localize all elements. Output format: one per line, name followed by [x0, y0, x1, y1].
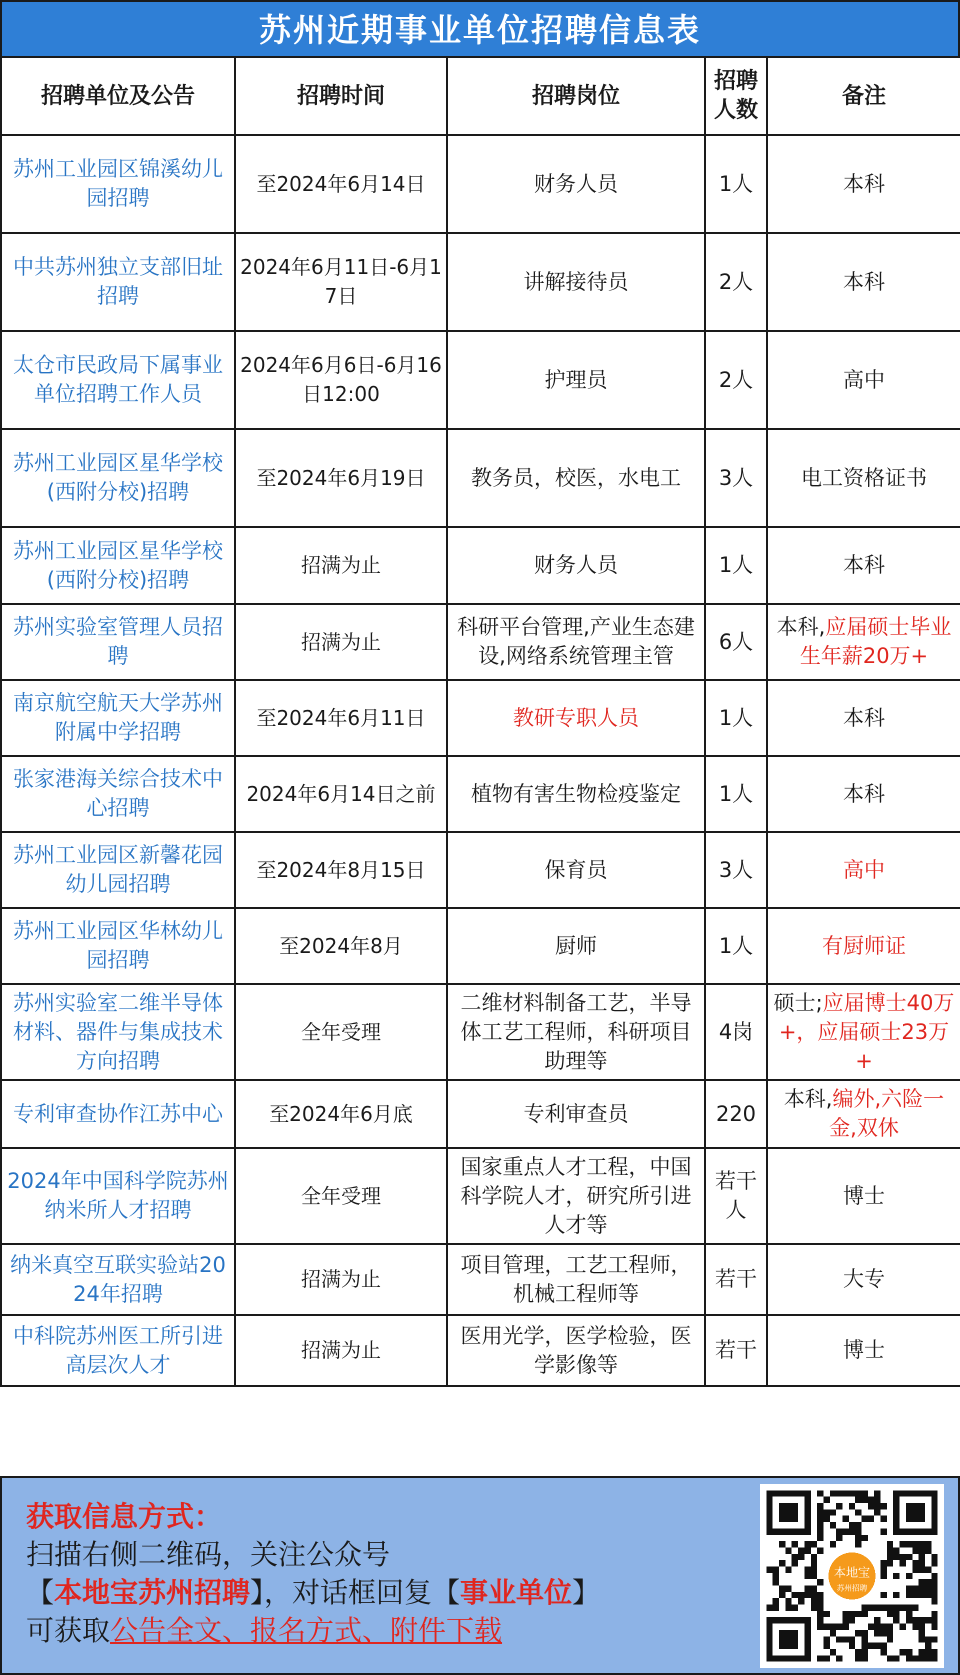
cell-note: 本科 [767, 527, 960, 604]
cell-time: 全年受理 [235, 1148, 447, 1244]
cell-count: 2人 [705, 233, 767, 331]
cell-position: 二维材料制备工艺，半导体工艺工程师，科研项目助理等 [447, 984, 705, 1080]
table-row [1, 984, 960, 1080]
table-row [1, 233, 960, 331]
cell-note: 本科,编外,六险一金,双休 [767, 1080, 960, 1148]
cell-count: 若干人 [705, 1148, 767, 1244]
table-row [1, 331, 960, 429]
table-header-row [1, 57, 960, 135]
footer-download-link[interactable]: 公告全文、报名方式、附件下载 [110, 1614, 503, 1647]
cell-position: 项目管理，工艺工程师，机械工程师等 [447, 1244, 705, 1315]
cell-count: 若干 [705, 1315, 767, 1386]
cell-time: 至2024年8月 [235, 908, 447, 984]
cell-time: 招满为止 [235, 604, 447, 680]
footer-title: 获取信息方式： [26, 1500, 223, 1533]
table-row [1, 756, 960, 832]
cell-position: 教研专职人员 [447, 680, 705, 756]
table-row [1, 1315, 960, 1386]
header-note: 备注 [767, 57, 960, 135]
cell-count: 220 [705, 1080, 767, 1148]
cell-note: 高中 [767, 832, 960, 908]
header-position: 招聘岗位 [447, 57, 705, 135]
cell-org[interactable]: 苏州工业园区华林幼儿园招聘 [1, 908, 235, 984]
cell-note: 本科,应届硕士毕业生年薪20万+ [767, 604, 960, 680]
cell-count: 1人 [705, 908, 767, 984]
table-body [1, 135, 960, 1386]
cell-note: 本科 [767, 680, 960, 756]
cell-count: 2人 [705, 331, 767, 429]
page-title: 苏州近期事业单位招聘信息表 [0, 0, 960, 56]
cell-position: 保育员 [447, 832, 705, 908]
cell-time: 至2024年8月15日 [235, 832, 447, 908]
table-row [1, 135, 960, 233]
table-row [1, 1244, 960, 1315]
cell-position: 科研平台管理,产业生态建设,网络系统管理主管 [447, 604, 705, 680]
cell-org[interactable]: 中共苏州独立支部旧址招聘 [1, 233, 235, 331]
cell-time: 招满为止 [235, 1244, 447, 1315]
cell-org[interactable]: 张家港海关综合技术中心招聘 [1, 756, 235, 832]
qr-code-icon[interactable] [760, 1484, 944, 1668]
cell-count: 1人 [705, 680, 767, 756]
table-row [1, 832, 960, 908]
cell-position: 财务人员 [447, 135, 705, 233]
cell-count: 1人 [705, 527, 767, 604]
cell-org[interactable]: 苏州工业园区新馨花园幼儿园招聘 [1, 832, 235, 908]
cell-count: 3人 [705, 832, 767, 908]
cell-time: 2024年6月14日之前 [235, 756, 447, 832]
header-count: 招聘 人数 [705, 57, 767, 135]
cell-position: 财务人员 [447, 527, 705, 604]
cell-org[interactable]: 太仓市民政局下属事业单位招聘工作人员 [1, 331, 235, 429]
cell-time: 招满为止 [235, 1315, 447, 1386]
cell-position: 护理员 [447, 331, 705, 429]
footer-panel [0, 1476, 960, 1675]
cell-org[interactable]: 苏州实验室二维半导体材料、器件与集成技术方向招聘 [1, 984, 235, 1080]
table-row [1, 429, 960, 527]
cell-position: 厨师 [447, 908, 705, 984]
cell-count: 若干 [705, 1244, 767, 1315]
cell-time: 全年受理 [235, 984, 447, 1080]
cell-note: 本科 [767, 135, 960, 233]
header-org: 招聘单位及公告 [1, 57, 235, 135]
cell-position: 国家重点人才工程，中国科学院人才，研究所引进人才等 [447, 1148, 705, 1244]
cell-position: 讲解接待员 [447, 233, 705, 331]
cell-count: 3人 [705, 429, 767, 527]
cell-note: 大专 [767, 1244, 960, 1315]
recruitment-table [0, 56, 960, 1387]
cell-org[interactable]: 苏州工业园区星华学校(西附分校)招聘 [1, 429, 235, 527]
cell-time: 至2024年6月19日 [235, 429, 447, 527]
cell-position: 专利审查员 [447, 1080, 705, 1148]
table-row [1, 527, 960, 604]
cell-position: 植物有害生物检疫鉴定 [447, 756, 705, 832]
qr-logo-subtext: 苏州招聘 [836, 1583, 868, 1593]
cell-org[interactable]: 苏州实验室管理人员招聘 [1, 604, 235, 680]
cell-time: 至2024年6月底 [235, 1080, 447, 1148]
cell-note: 本科 [767, 756, 960, 832]
footer-line-3: 可获取公告全文、报名方式、附件下载 [26, 1614, 503, 1647]
cell-org[interactable]: 中科院苏州医工所引进高层次人才 [1, 1315, 235, 1386]
footer-text [26, 1498, 600, 1650]
header-time: 招聘时间 [235, 57, 447, 135]
cell-org[interactable]: 纳米真空互联实验站2024年招聘 [1, 1244, 235, 1315]
cell-note: 高中 [767, 331, 960, 429]
cell-note: 硕士;应届博士40万+，应届硕士23万+ [767, 984, 960, 1080]
cell-org[interactable]: 苏州工业园区锦溪幼儿园招聘 [1, 135, 235, 233]
cell-org[interactable]: 2024年中国科学院苏州纳米所人才招聘 [1, 1148, 235, 1244]
qr-logo-text: 本地宝 [833, 1565, 871, 1580]
cell-time: 至2024年6月14日 [235, 135, 447, 233]
cell-position: 教务员，校医，水电工 [447, 429, 705, 527]
cell-org[interactable]: 专利审查协作江苏中心 [1, 1080, 235, 1148]
footer-line-2: 【本地宝苏州招聘】，对话框回复【事业单位】 [26, 1576, 601, 1609]
cell-count: 1人 [705, 756, 767, 832]
table-row [1, 1080, 960, 1148]
cell-count: 6人 [705, 604, 767, 680]
cell-org[interactable]: 南京航空航天大学苏州附属中学招聘 [1, 680, 235, 756]
cell-count: 1人 [705, 135, 767, 233]
cell-time: 至2024年6月11日 [235, 680, 447, 756]
table-row [1, 1148, 960, 1244]
table-row [1, 604, 960, 680]
table-row [1, 908, 960, 984]
cell-count: 4岗 [705, 984, 767, 1080]
cell-time: 2024年6月11日-6月17日 [235, 233, 447, 331]
cell-note: 电工资格证书 [767, 429, 960, 527]
cell-org[interactable]: 苏州工业园区星华学校(西附分校)招聘 [1, 527, 235, 604]
cell-note: 本科 [767, 233, 960, 331]
cell-position: 医用光学，医学检验，医学影像等 [447, 1315, 705, 1386]
cell-time: 招满为止 [235, 527, 447, 604]
cell-note: 博士 [767, 1148, 960, 1244]
cell-time: 2024年6月6日-6月16日12:00 [235, 331, 447, 429]
cell-note: 有厨师证 [767, 908, 960, 984]
footer-line-1: 扫描右侧二维码，关注公众号 [26, 1538, 391, 1571]
cell-note: 博士 [767, 1315, 960, 1386]
table-row [1, 680, 960, 756]
